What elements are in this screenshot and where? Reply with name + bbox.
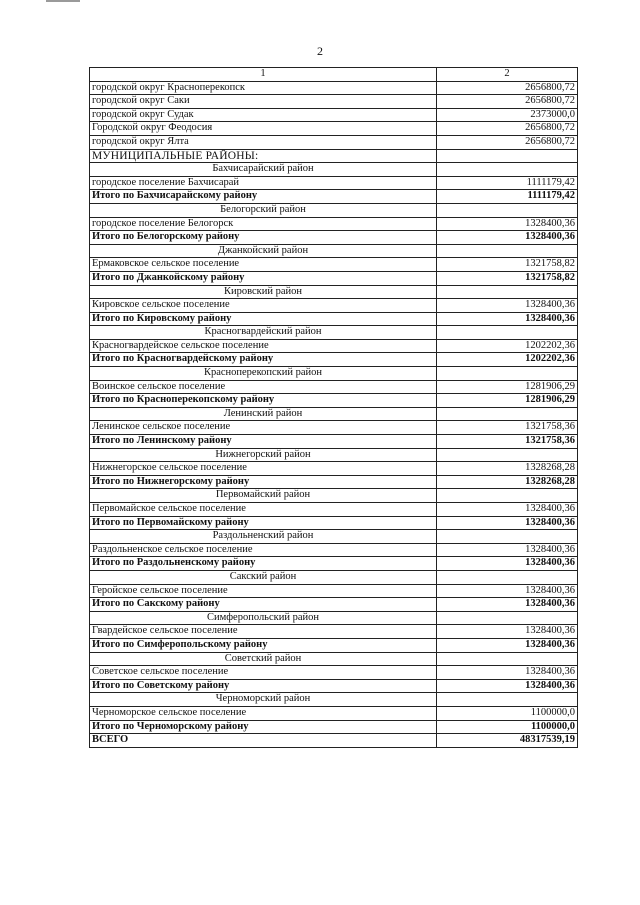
row-value: 1202202,36 xyxy=(437,339,578,353)
row-name: Сакский район xyxy=(90,570,437,584)
table-row xyxy=(90,217,578,231)
table-body xyxy=(90,68,578,748)
row-value: 1100000,0 xyxy=(437,706,578,720)
row-name: Симферопольский район xyxy=(90,611,437,625)
row-name: городской округ Саки xyxy=(90,95,437,109)
total-row xyxy=(90,353,578,367)
grand-row xyxy=(90,734,578,748)
table-row xyxy=(90,108,578,122)
row-name: Ленинский район xyxy=(90,407,437,421)
row-value: 1111179,42 xyxy=(437,176,578,190)
district-row xyxy=(90,489,578,503)
district-row xyxy=(90,163,578,177)
total-row xyxy=(90,720,578,734)
row-value xyxy=(437,285,578,299)
row-name: Итого по Белогорскому району xyxy=(90,231,437,245)
row-value xyxy=(437,652,578,666)
row-value: 2656800,72 xyxy=(437,95,578,109)
row-name: Итого по Черноморскому району xyxy=(90,720,437,734)
row-name: МУНИЦИПАЛЬНЫЕ РАЙОНЫ: xyxy=(90,149,437,163)
table-row xyxy=(90,462,578,476)
row-value: 48317539,19 xyxy=(437,734,578,748)
row-value: 1328400,36 xyxy=(437,666,578,680)
total-row xyxy=(90,475,578,489)
total-row xyxy=(90,638,578,652)
row-name: Итого по Красногвардейскому району xyxy=(90,353,437,367)
table-row xyxy=(90,176,578,190)
row-value xyxy=(437,489,578,503)
row-value: 1100000,0 xyxy=(437,720,578,734)
row-name: городское поселение Бахчисарай xyxy=(90,176,437,190)
row-value: 1328400,36 xyxy=(437,557,578,571)
row-name: Белогорский район xyxy=(90,203,437,217)
row-value: 1321758,82 xyxy=(437,258,578,272)
row-name: Красногвардейское сельское поселение xyxy=(90,339,437,353)
row-value: 1328400,36 xyxy=(437,543,578,557)
row-value xyxy=(437,693,578,707)
district-row xyxy=(90,693,578,707)
table-row xyxy=(90,95,578,109)
row-value: 1321758,82 xyxy=(437,271,578,285)
row-value: 1281906,29 xyxy=(437,380,578,394)
row-name: Итого по Симферопольскому району xyxy=(90,638,437,652)
row-value: 1281906,29 xyxy=(437,394,578,408)
column-header-1: 1 xyxy=(90,68,437,82)
row-name: Красноперекопский район xyxy=(90,367,437,381)
allocation-table xyxy=(89,67,578,748)
row-name: Бахчисарайский район xyxy=(90,163,437,177)
row-value: 1328268,28 xyxy=(437,475,578,489)
district-row xyxy=(90,652,578,666)
district-row xyxy=(90,326,578,340)
row-value: 1202202,36 xyxy=(437,353,578,367)
row-name: Черноморское сельское поселение xyxy=(90,706,437,720)
row-name: Черноморский район xyxy=(90,693,437,707)
row-value: 1328400,36 xyxy=(437,217,578,231)
row-name: Городской округ Феодосия xyxy=(90,122,437,136)
row-value: 1321758,36 xyxy=(437,435,578,449)
row-value xyxy=(437,203,578,217)
table-row xyxy=(90,421,578,435)
table-row xyxy=(90,503,578,517)
total-row xyxy=(90,271,578,285)
row-value xyxy=(437,149,578,163)
row-value: 1328400,36 xyxy=(437,231,578,245)
row-value: 1328400,36 xyxy=(437,625,578,639)
row-name: городской округ Ялта xyxy=(90,135,437,149)
table-row xyxy=(90,299,578,313)
row-value: 1111179,42 xyxy=(437,190,578,204)
row-name: Итого по Сакскому району xyxy=(90,598,437,612)
row-name: Советский район xyxy=(90,652,437,666)
row-name: Итого по Первомайскому району xyxy=(90,516,437,530)
district-row xyxy=(90,530,578,544)
row-value: 2656800,72 xyxy=(437,135,578,149)
row-name: Гвардейское сельское поселение xyxy=(90,625,437,639)
row-name: Раздольненское сельское поселение xyxy=(90,543,437,557)
row-name: Итого по Раздольненскому району xyxy=(90,557,437,571)
total-row xyxy=(90,231,578,245)
section-row xyxy=(90,149,578,163)
total-row xyxy=(90,557,578,571)
row-value: 1328400,36 xyxy=(437,598,578,612)
row-name: городское поселение Белогорск xyxy=(90,217,437,231)
table-row xyxy=(90,258,578,272)
table-row xyxy=(90,666,578,680)
row-name: Первомайский район xyxy=(90,489,437,503)
row-value: 2656800,72 xyxy=(437,122,578,136)
row-name: Красногвардейский район xyxy=(90,326,437,340)
table-row xyxy=(90,625,578,639)
row-name: Нижнегорский район xyxy=(90,448,437,462)
row-value xyxy=(437,570,578,584)
page-number: 2 xyxy=(317,44,323,58)
row-name: Нижнегорское сельское поселение xyxy=(90,462,437,476)
row-name: Итого по Красноперекопскому району xyxy=(90,394,437,408)
row-name: ВСЕГО xyxy=(90,734,437,748)
row-value xyxy=(437,448,578,462)
row-value: 1328400,36 xyxy=(437,299,578,313)
row-name: Итого по Советскому району xyxy=(90,679,437,693)
table-row xyxy=(90,81,578,95)
row-value xyxy=(437,530,578,544)
row-name: Геройское сельское поселение xyxy=(90,584,437,598)
district-row xyxy=(90,367,578,381)
row-value: 1328400,36 xyxy=(437,584,578,598)
table-row xyxy=(90,122,578,136)
row-name: Итого по Джанкойскому району xyxy=(90,271,437,285)
row-value xyxy=(437,163,578,177)
scan-artifact xyxy=(46,0,80,2)
row-name: городской округ Судак xyxy=(90,108,437,122)
total-row xyxy=(90,516,578,530)
row-value: 1321758,36 xyxy=(437,421,578,435)
row-value xyxy=(437,611,578,625)
row-name: Раздольненский район xyxy=(90,530,437,544)
row-value: 1328400,36 xyxy=(437,503,578,517)
table-header-row xyxy=(90,68,578,82)
row-value: 1328268,28 xyxy=(437,462,578,476)
total-row xyxy=(90,435,578,449)
row-value xyxy=(437,407,578,421)
row-name: Итого по Нижнегорскому району xyxy=(90,475,437,489)
row-value xyxy=(437,326,578,340)
row-name: Советское сельское поселение xyxy=(90,666,437,680)
table-row xyxy=(90,339,578,353)
row-value: 2656800,72 xyxy=(437,81,578,95)
row-value: 2373000,0 xyxy=(437,108,578,122)
total-row xyxy=(90,312,578,326)
row-name: городской округ Красноперекопск xyxy=(90,81,437,95)
row-value: 1328400,36 xyxy=(437,312,578,326)
row-value xyxy=(437,367,578,381)
row-value xyxy=(437,244,578,258)
column-header-2: 2 xyxy=(437,68,578,82)
table-row xyxy=(90,706,578,720)
district-row xyxy=(90,611,578,625)
total-row xyxy=(90,598,578,612)
row-value: 1328400,36 xyxy=(437,516,578,530)
row-name: Первомайское сельское поселение xyxy=(90,503,437,517)
row-name: Кировское сельское поселение xyxy=(90,299,437,313)
table-row xyxy=(90,135,578,149)
row-value: 1328400,36 xyxy=(437,638,578,652)
district-row xyxy=(90,203,578,217)
table-row xyxy=(90,380,578,394)
row-name: Воинское сельское поселение xyxy=(90,380,437,394)
row-name: Итого по Кировскому району xyxy=(90,312,437,326)
district-row xyxy=(90,407,578,421)
row-name: Итого по Ленинскому району xyxy=(90,435,437,449)
total-row xyxy=(90,190,578,204)
row-name: Ермаковское сельское поселение xyxy=(90,258,437,272)
row-value: 1328400,36 xyxy=(437,679,578,693)
district-row xyxy=(90,285,578,299)
row-name: Итого по Бахчисарайскому району xyxy=(90,190,437,204)
row-name: Джанкойский район xyxy=(90,244,437,258)
total-row xyxy=(90,394,578,408)
row-name: Ленинское сельское поселение xyxy=(90,421,437,435)
district-row xyxy=(90,570,578,584)
table-row xyxy=(90,584,578,598)
district-row xyxy=(90,244,578,258)
row-name: Кировский район xyxy=(90,285,437,299)
total-row xyxy=(90,679,578,693)
district-row xyxy=(90,448,578,462)
table-row xyxy=(90,543,578,557)
